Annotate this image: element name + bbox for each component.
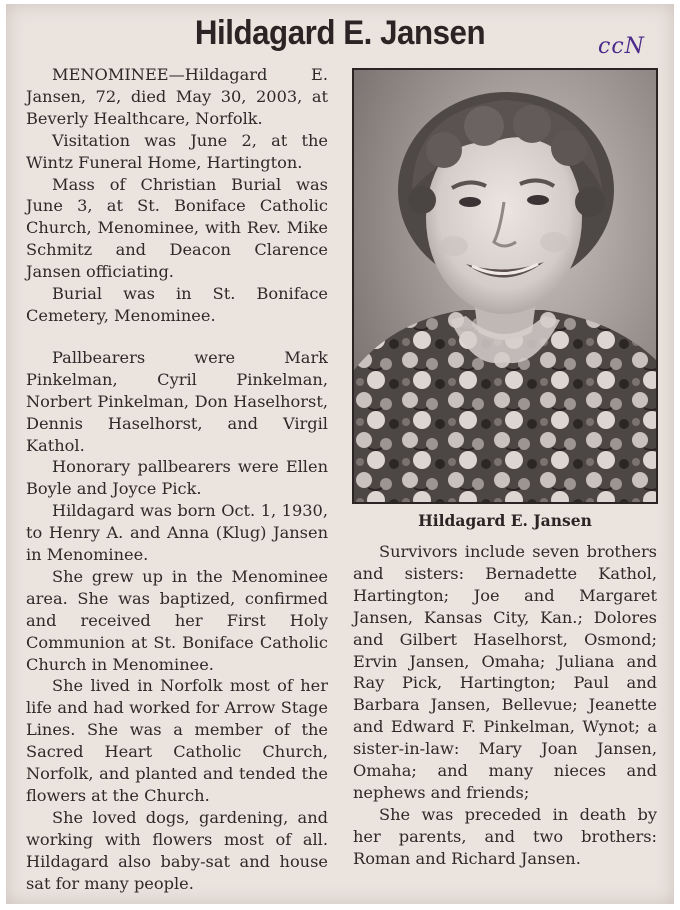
paragraph-childhood: She grew up in the Menominee area. She was baptized, confirmed and received her First Holy Communion at St. Boniface Catholic Church in Menominee. <box>26 566 328 674</box>
photo-caption: Hildagard E. Jansen <box>418 511 592 530</box>
paragraph-honorary-pallbearers: Honorary pallbearers were Ellen Boyle and Joyce Pick. <box>26 457 328 499</box>
portrait-photo <box>352 68 658 504</box>
handwritten-note: ccN <box>598 34 645 59</box>
paragraph-pallbearers: Pallbearers were Mark Pinkelman, Cyril Pinkelman, Norbert Pinkelman, Don Haselhorst, Dennis Haselhorst, and Virgil Kathol. <box>26 347 328 455</box>
paragraph-life: She lived in Norfolk most of her life and had worked for Arrow Stage Lines. She was a member of the Sacred Heart Catholic Church, Norfolk, and planted and tended the flowers at the Church. <box>26 676 328 805</box>
right-column <box>353 541 657 870</box>
paragraph-burial: Burial was in St. Boniface Cemetery, Menominee. <box>26 284 328 325</box>
portrait-image <box>354 70 656 502</box>
paragraph-preceded: She was preceded in death by her parents, and two brothers: Roman and Richard Jansen. <box>353 804 657 868</box>
paragraph-birth: Hildagard was born Oct. 1, 1930, to Henry A. and Anna (Klug) Jansen in Menominee. <box>26 501 328 565</box>
paragraph-visitation: Visitation was June 2, at the Wintz Funeral Home, Hartington. <box>26 130 328 172</box>
left-column <box>26 64 328 895</box>
paragraph-mass: Mass of Christian Burial was June 3, at St. Boniface Catholic Church, Menominee, with Rev. Mike Schmitz and Deacon Clarence Jansen officiating. <box>26 174 328 282</box>
paragraph-survivors: Survivors include seven brothers and sisters: Bernadette Kathol, Hartington; Joe and Margaret Jansen, Kansas City, Kan.; Dolores and Gilbert Haselhorst, Osmond; Ervin Jansen, Omaha; Juliana and Ray Pick, Hartington; Paul and Barbara Jansen, Bellevue; Jeanette and Edward F. Pinkelman, Wynot; a sister-in-law: Mary Joan Jansen, Omaha; and many nieces and nephews and friends; <box>353 542 657 802</box>
paragraph-death: MENOMINEE—Hildagard E. Jansen, 72, died May 30, 2003, at Beverly Healthcare, Norfolk. <box>26 65 328 128</box>
headline: Hildagard E. Jansen <box>194 14 486 52</box>
obituary-clipping <box>6 4 674 904</box>
paragraph-hobbies: She loved dogs, gardening, and working with flowers most of all. Hildagard also baby-sat and house sat for many people. <box>26 807 328 893</box>
